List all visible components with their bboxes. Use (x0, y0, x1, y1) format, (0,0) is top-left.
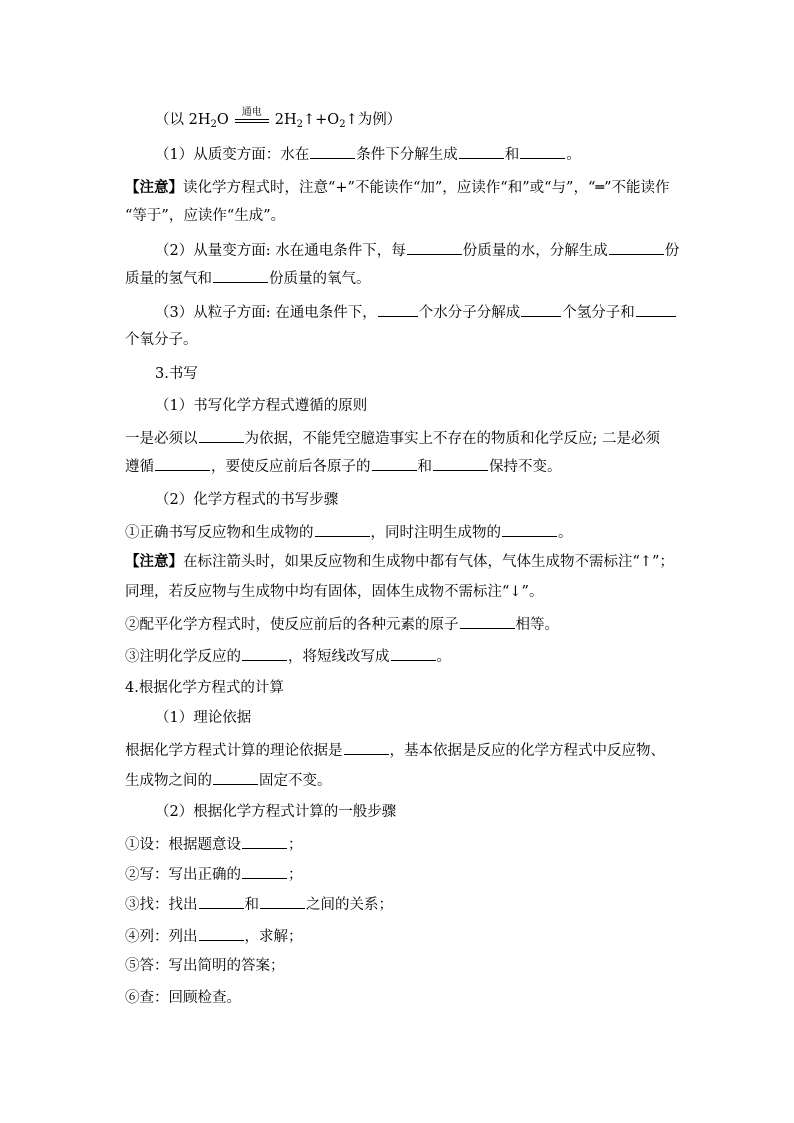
subscript: 2 (339, 119, 346, 130)
answer-blank[interactable] (199, 926, 244, 941)
equation-text: （以 2H (155, 112, 211, 128)
answer-blank[interactable] (242, 864, 287, 879)
calc-step-1: ①设：根据题意设 ； (125, 834, 685, 855)
answer-blank[interactable] (391, 646, 436, 661)
question-3-line-1: （3）从粒子方面: 在通电条件下， 个水分子分解成 个氢分子和 (155, 302, 685, 323)
note-1-line-2: “等于”，应读作“生成”。 (125, 208, 286, 224)
step-1: ①正确书写反应物和生成物的 ，同时注明生成物的 。 (125, 522, 685, 543)
answer-blank[interactable] (609, 240, 664, 255)
condition-label: 通电 (241, 107, 262, 118)
subscript: 2 (296, 119, 303, 130)
section-3-heading: 3.书写 (155, 366, 198, 382)
section-4-1-heading: （1）理论依据 (155, 710, 252, 726)
calc-step-2: ②写：写出正确的 ； (125, 864, 685, 885)
answer-blank[interactable] (520, 144, 565, 159)
answer-blank[interactable] (344, 740, 389, 755)
answer-blank[interactable] (521, 302, 561, 317)
calc-step-5: ⑤答：写出简明的答案； (125, 958, 285, 974)
section-3-2-heading: （2）化学方程式的书写步骤 (155, 492, 339, 508)
subscript: 2 (210, 119, 217, 130)
answer-blank[interactable] (502, 522, 557, 537)
answer-blank[interactable] (213, 268, 268, 283)
reaction-condition-sign (235, 107, 269, 127)
section-3-1-heading: （1）书写化学方程式遵循的原则 (155, 398, 368, 414)
answer-blank[interactable] (242, 834, 287, 849)
question-2-line-2: 质量的氢气和 份质量的氧气。 (125, 268, 685, 289)
section-4-heading: 4.根据化学方程式的计算 (125, 680, 284, 696)
note-tag: 【注意】 (125, 179, 183, 196)
answer-blank[interactable] (242, 646, 287, 661)
question-2-line-1: （2）从量变方面: 水在通电条件下，每 份质量的水，分解生成 份 (155, 240, 685, 261)
answer-blank[interactable] (260, 894, 305, 909)
equation-text: 2H (274, 112, 297, 128)
calc-step-6: ⑥查：回顾检查。 (125, 990, 241, 1006)
equation-text: ↑+O (303, 112, 340, 128)
equation-text: O (216, 112, 229, 128)
answer-blank[interactable] (636, 302, 676, 317)
question-3-line-2: 个氧分子。 (125, 332, 198, 348)
question-1: （1）从质变方面：水在 条件下分解生成 和 。 (155, 144, 685, 165)
step-2: ②配平化学方程式时，使反应前后的各种元素的原子 相等。 (125, 614, 685, 635)
answer-blank[interactable] (155, 456, 210, 471)
equation-text: ↑为例） (345, 112, 402, 128)
calc-step-4: ④列：列出 ，求解； (125, 926, 685, 947)
section-4-2-heading: （2）根据化学方程式计算的一般步骤 (155, 804, 397, 820)
answer-blank[interactable] (407, 240, 462, 255)
example-equation (155, 107, 685, 130)
calc-step-3: ③找：找出 和 之间的关系； (125, 894, 685, 915)
note-1-line-1: 【注意】读化学方程式时，注意“+”不能读作“加”，应读作“和”或“与”，“═”不能读作 (125, 179, 670, 196)
note-tag: 【注意】 (125, 553, 183, 570)
answer-blank[interactable] (310, 144, 355, 159)
answer-blank[interactable] (378, 302, 418, 317)
answer-blank[interactable] (199, 894, 244, 909)
note-2-line-1: 【注意】在标注箭头时，如果反应物和生成物中都有气体，气体生成物不需标注“↑”； (125, 553, 674, 570)
rule-line-2: 遵循 ，要使反应前后各原子的 和 保持不变。 (125, 456, 685, 477)
rule-line-1: 一是必须以 为依据，不能凭空臆造事实上不存在的物质和化学反应; 二是必须 (125, 428, 685, 449)
answer-blank[interactable] (315, 522, 370, 537)
theory-line-2: 生成物之间的 固定不变。 (125, 770, 685, 791)
step-3: ③注明化学反应的 ，将短线改写成 。 (125, 646, 685, 667)
answer-blank[interactable] (433, 456, 488, 471)
answer-blank[interactable] (199, 428, 244, 443)
theory-line-1: 根据化学方程式计算的理论依据是 ，基本依据是反应的化学方程式中反应物、 (125, 740, 685, 761)
answer-blank[interactable] (372, 456, 417, 471)
note-2-line-2: 同理，若反应物与生成物中均有固体，固体生成物不需标注“↓”。 (125, 584, 544, 600)
answer-blank[interactable] (213, 770, 258, 785)
answer-blank[interactable] (459, 144, 504, 159)
answer-blank[interactable] (460, 614, 515, 629)
